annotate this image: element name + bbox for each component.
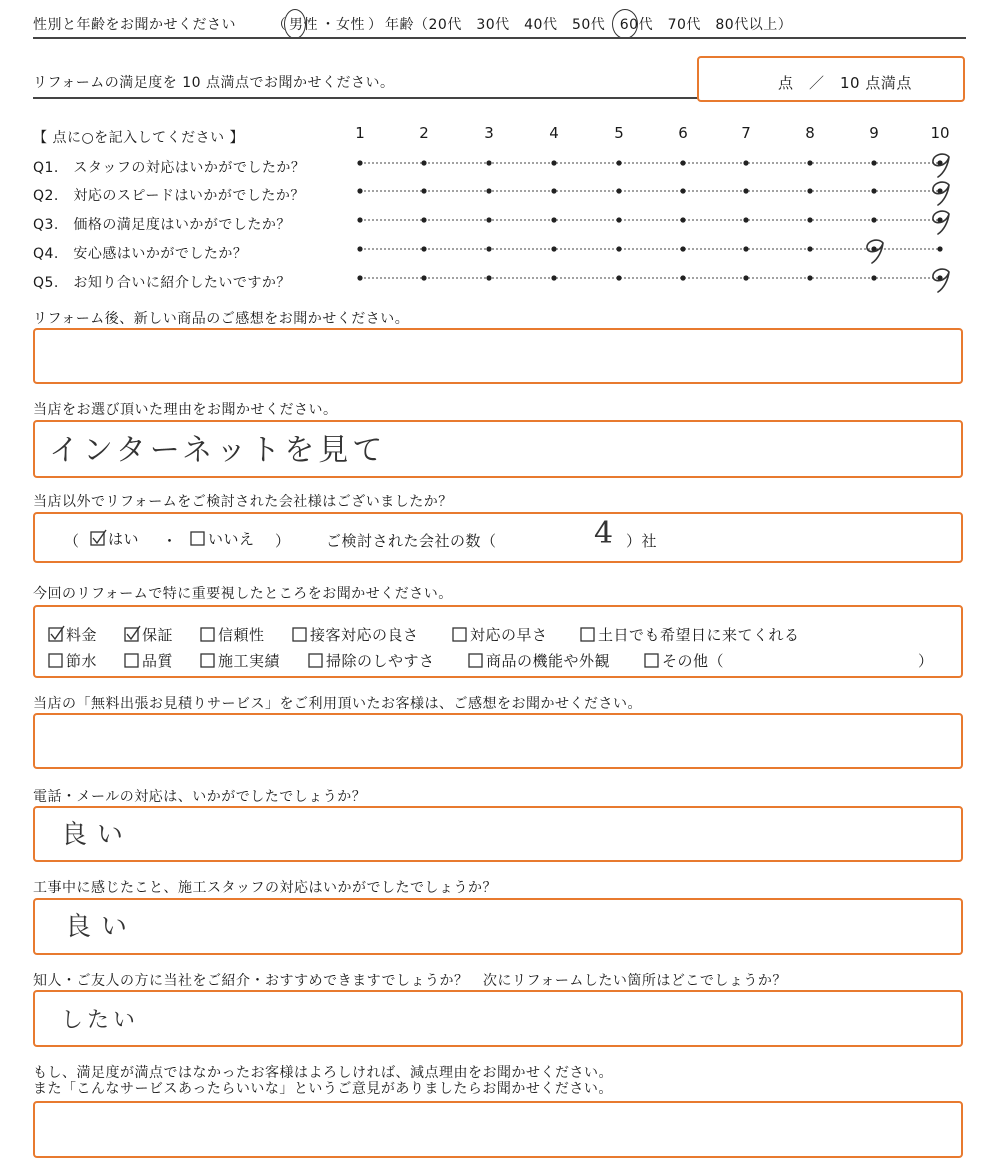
rating-point-3[interactable] (486, 217, 491, 222)
scale-number-7: 7 (741, 124, 751, 142)
priority-warranty-checkbox[interactable] (124, 624, 173, 645)
company-count-label: ご検討された会社の数（ (326, 532, 497, 550)
rating-point-2[interactable] (421, 246, 426, 251)
rating-point-1[interactable] (357, 217, 362, 222)
empty-checkbox-icon (190, 529, 208, 547)
estimate-service-answer-box[interactable] (33, 713, 963, 769)
scale-number-8: 8 (805, 124, 815, 142)
rating-point-8[interactable] (807, 275, 812, 280)
rating-point-3[interactable] (486, 275, 491, 280)
scale-number-4: 4 (549, 124, 559, 142)
priority-water-saving-label: 節水 (66, 652, 98, 670)
q1-rating-scale[interactable] (350, 148, 970, 178)
rating-point-8[interactable] (807, 246, 812, 251)
gender-open-paren: （ (272, 17, 287, 33)
scale-number-1: 1 (355, 124, 365, 142)
age-50s-handwritten-circle (612, 9, 638, 39)
rating-point-1[interactable] (357, 160, 362, 165)
rating-point-5[interactable] (616, 246, 621, 251)
rating-point-4[interactable] (551, 217, 556, 222)
empty-checkbox-icon (644, 651, 662, 669)
rating-point-1[interactable] (357, 275, 362, 280)
satisfaction-underline (33, 97, 698, 99)
handwritten-selection-mark (933, 269, 949, 292)
empty-checkbox-icon (308, 651, 326, 669)
other-companies-dot: ・ (162, 532, 178, 550)
scale-number-9: 9 (869, 124, 879, 142)
recommend-label: 知人・ご友人の方に当社をご紹介・おすすめできますでしょうか？ 次にリフォームしたい箇所はどこでしょうか？ (33, 973, 787, 989)
reason-answer-handwriting: インターネットを見て (49, 433, 387, 468)
handwritten-selection-mark (867, 240, 883, 263)
rating-point-7[interactable] (743, 160, 748, 165)
new-product-label: リフォーム後、新しい商品のご感想をお聞かせください。 (33, 311, 410, 327)
priority-speed-checkbox[interactable] (452, 624, 548, 645)
scale-number-10: 10 (930, 124, 950, 142)
priority-track-record-checkbox[interactable] (200, 650, 280, 671)
recommend-answer-box[interactable] (33, 990, 963, 1047)
priority-other-checkbox[interactable] (644, 650, 724, 671)
phone-mail-answer-box[interactable] (33, 806, 963, 862)
rating-point-7[interactable] (743, 217, 748, 222)
reason-label: 当店をお選び頂いた理由をお聞かせください。 (33, 402, 338, 418)
phone-mail-answer-handwriting: 良い (61, 820, 134, 850)
priority-cleaning-label: 掃除のしやすさ (326, 652, 435, 670)
priority-water-saving-checkbox[interactable] (48, 650, 97, 671)
rating-point-1[interactable] (357, 246, 362, 251)
priority-speed-label: 対応の早さ (470, 626, 548, 644)
construction-answer-handwriting: 良い (65, 912, 138, 942)
empty-checkbox-icon (48, 651, 66, 669)
priority-function-label: 商品の機能や外観 (486, 652, 611, 670)
empty-checkbox-icon (468, 651, 486, 669)
rating-point-6[interactable] (680, 160, 685, 165)
rating-point-2[interactable] (421, 275, 426, 280)
priority-function-checkbox[interactable] (468, 650, 610, 671)
satisfaction-score-unit: 点 ／ 10 点満点 (778, 74, 912, 92)
rating-point-8[interactable] (807, 217, 812, 222)
rating-point-6[interactable] (680, 246, 685, 251)
q4-rating-scale[interactable] (350, 234, 970, 264)
scale-number-2: 2 (419, 124, 429, 142)
empty-checkbox-icon (200, 625, 218, 643)
feedback-label-line1: もし、満足度が満点ではなかったお客様はよろしければ、減点理由をお聞かせください。 (33, 1065, 613, 1081)
gender-male-option[interactable]: 男性 (289, 17, 318, 33)
other-companies-no-checkbox[interactable] (190, 528, 255, 549)
other-companies-no-label: いいえ (208, 530, 255, 548)
checked-checkbox-icon (90, 529, 108, 547)
rating-point-5[interactable] (616, 188, 621, 193)
rating-point-3[interactable] (486, 246, 491, 251)
empty-checkbox-icon (452, 625, 470, 643)
phone-mail-label: 電話・メールの対応は、いかがでしたでしょうか？ (33, 789, 367, 805)
checked-checkbox-icon (48, 625, 66, 643)
q2-rating-scale[interactable] (350, 176, 970, 206)
reason-answer-box[interactable] (33, 420, 963, 478)
q3-label: Q3. 価格の満足度はいかがでしたか？ (33, 217, 291, 233)
priority-other-label: その他（ (662, 652, 725, 670)
feedback-answer-box[interactable] (33, 1101, 963, 1158)
priority-cleaning-checkbox[interactable] (308, 650, 435, 671)
age-options[interactable]: 年齢（20代 30代 40代 50代 60代 70代 80代以上） (385, 17, 793, 33)
rating-point-6[interactable] (680, 217, 685, 222)
feedback-label-line2: また「こんなサービスあったらいいな」というご意見がありましたらお聞かせください。 (33, 1081, 613, 1097)
handwritten-selection-mark (933, 211, 949, 234)
company-count-suffix: ）社 (626, 532, 658, 550)
handwritten-selection-mark (933, 182, 949, 205)
empty-checkbox-icon (292, 625, 310, 643)
q1-label: Q1. スタッフの対応はいかがでしたか？ (33, 160, 306, 176)
satisfaction-prompt: リフォームの満足度を 10 点満点でお聞かせください。 (33, 75, 395, 91)
gender-close-paren: ） (368, 17, 383, 33)
estimate-service-label: 当店の「無料出張お見積りサービス」をご利用頂いたお客様は、ご感想をお聞かせください。 (33, 696, 642, 712)
rating-point-9[interactable] (871, 188, 876, 193)
header-underline (33, 37, 966, 39)
priorities-label: 今回のリフォームで特に重要視したところをお聞かせください。 (33, 586, 453, 602)
priority-warranty-label: 保証 (142, 626, 174, 644)
rating-point-7[interactable] (743, 275, 748, 280)
rating-point-5[interactable] (616, 160, 621, 165)
rating-point-6[interactable] (680, 275, 685, 280)
rating-point-5[interactable] (616, 217, 621, 222)
rating-instruction: 【 点に○を記入してください 】 (33, 130, 245, 146)
rating-point-5[interactable] (616, 275, 621, 280)
priority-service-label: 接客対応の良さ (310, 626, 419, 644)
priority-reliability-checkbox[interactable] (200, 624, 265, 645)
construction-label: 工事中に感じたこと、施工スタッフの対応はいかがでしたでしょうか？ (33, 880, 497, 896)
priority-quality-checkbox[interactable] (124, 650, 173, 671)
q3-rating-scale[interactable] (350, 205, 970, 235)
rating-point-3[interactable] (486, 188, 491, 193)
rating-point-2[interactable] (421, 217, 426, 222)
rating-point-8[interactable] (807, 160, 812, 165)
other-companies-yes-checkbox[interactable] (90, 528, 139, 549)
gender-male-handwritten-circle (284, 9, 306, 39)
rating-point-2[interactable] (421, 160, 426, 165)
priority-service-checkbox[interactable] (292, 624, 419, 645)
rating-point-6[interactable] (680, 188, 685, 193)
other-companies-yes-label: はい (108, 530, 140, 548)
priority-track-record-label: 施工実績 (218, 652, 281, 670)
q2-label: Q2. 対応のスピードはいかがでしたか？ (33, 188, 305, 204)
rating-point-4[interactable] (551, 246, 556, 251)
scale-number-5: 5 (614, 124, 624, 142)
priority-weekend-label: 土日でも希望日に来てくれる (598, 626, 800, 644)
empty-checkbox-icon (124, 651, 142, 669)
construction-answer-box[interactable] (33, 898, 963, 955)
rating-point-9[interactable] (871, 217, 876, 222)
priority-weekend-checkbox[interactable] (580, 624, 800, 645)
priority-other-close-paren: ） (918, 652, 934, 670)
rating-point-4[interactable] (551, 275, 556, 280)
rating-point-8[interactable] (807, 188, 812, 193)
other-companies-close-paren: ） (275, 532, 291, 550)
rating-point-3[interactable] (486, 160, 491, 165)
gender-female-option[interactable]: 女性 (336, 17, 365, 33)
checked-checkbox-icon (124, 625, 142, 643)
new-product-answer-box[interactable] (33, 328, 963, 384)
q5-rating-scale[interactable] (350, 263, 970, 293)
priority-quality-label: 品質 (142, 652, 174, 670)
other-companies-label: 当店以外でリフォームをご検討された会社様はございましたか？ (33, 494, 453, 510)
recommend-answer-handwriting: したい (61, 1008, 140, 1033)
priority-reliability-label: 信頼性 (218, 626, 265, 644)
rating-point-10[interactable] (937, 246, 942, 251)
rating-point-9[interactable] (871, 160, 876, 165)
rating-point-7[interactable] (743, 246, 748, 251)
rating-point-9[interactable] (871, 275, 876, 280)
gender-separator: ・ (321, 17, 336, 33)
handwritten-selection-mark (933, 154, 949, 177)
empty-checkbox-icon (580, 625, 598, 643)
scale-number-6: 6 (678, 124, 688, 142)
q5-label: Q5. お知り合いに紹介したいですか？ (33, 275, 291, 291)
rating-point-4[interactable] (551, 188, 556, 193)
rating-point-4[interactable] (551, 160, 556, 165)
rating-point-1[interactable] (357, 188, 362, 193)
gender-age-prompt: 性別と年齢をお聞かせください (33, 17, 236, 33)
rating-point-2[interactable] (421, 188, 426, 193)
empty-checkbox-icon (200, 651, 218, 669)
priority-fee-checkbox[interactable] (48, 624, 97, 645)
scale-number-3: 3 (484, 124, 494, 142)
company-count-handwriting[interactable]: 4 (594, 516, 614, 551)
other-companies-open-paren: （ (64, 532, 80, 550)
rating-point-7[interactable] (743, 188, 748, 193)
priority-fee-label: 料金 (66, 626, 98, 644)
q4-label: Q4. 安心感はいかがでしたか？ (33, 246, 248, 262)
